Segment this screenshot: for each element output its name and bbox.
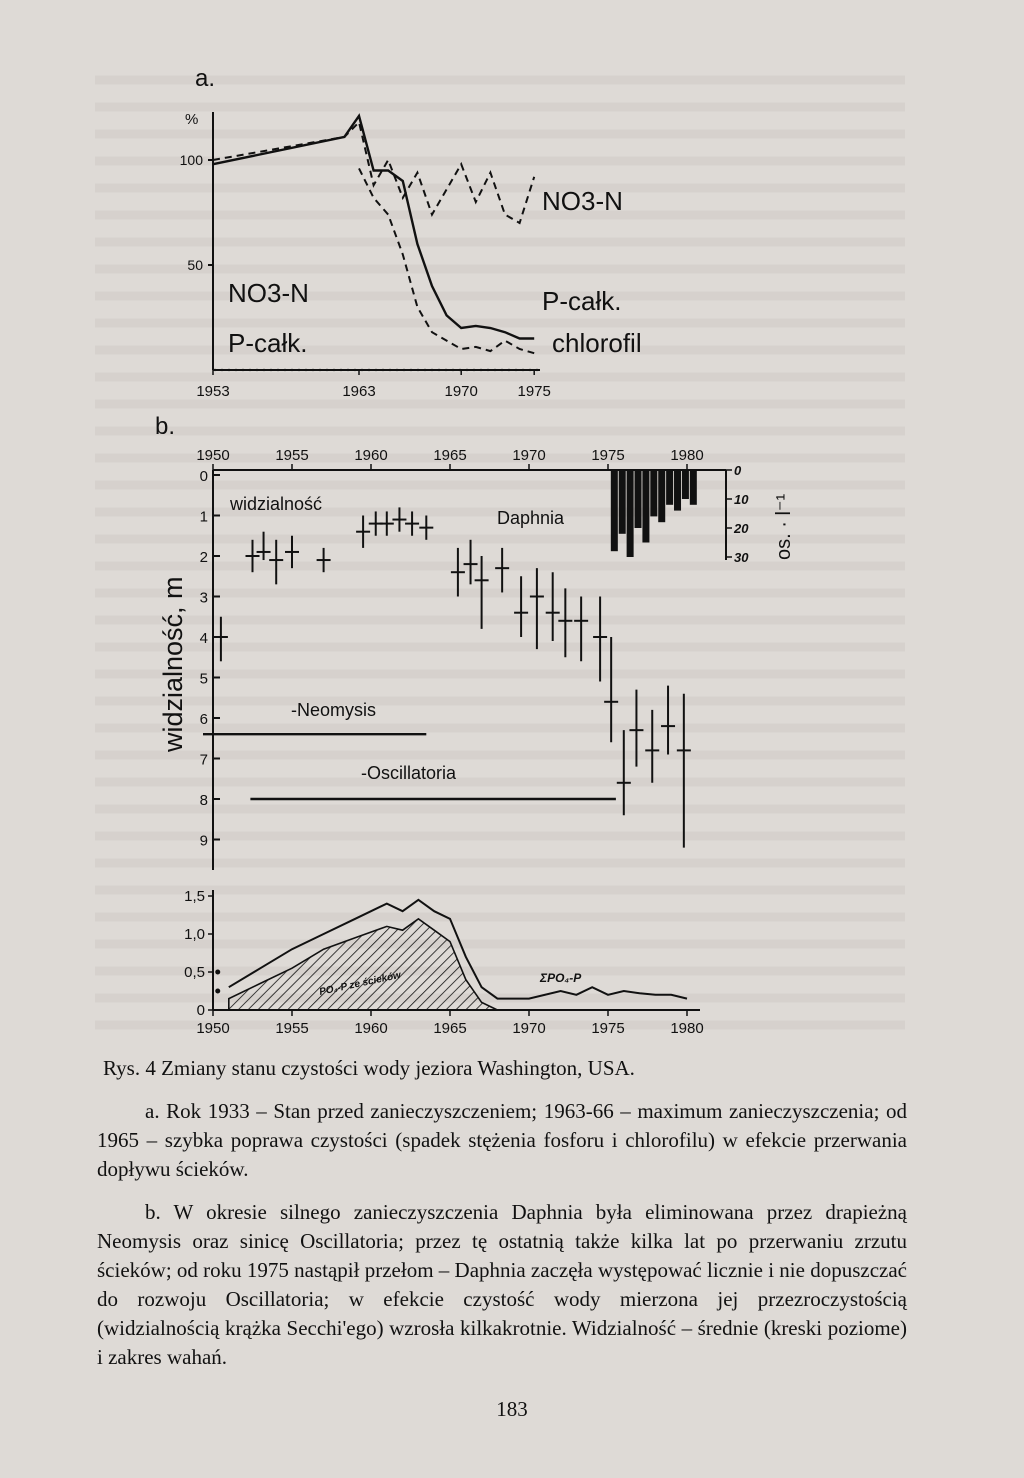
daphnia-axis-tick-label: 30 bbox=[734, 550, 749, 565]
panel-a-label-p-right: P-całk. bbox=[542, 286, 622, 316]
panel-a-axis-dot bbox=[529, 369, 531, 371]
panel-a-label-no3-left: NO3-N bbox=[228, 278, 309, 308]
panel-a bbox=[180, 65, 642, 400]
series-line-no3-n bbox=[213, 122, 534, 223]
panel-a-axis-dot bbox=[438, 369, 440, 371]
oscillatoria-annotation: -Oscillatoria bbox=[361, 763, 457, 783]
page-number: 183 bbox=[496, 1397, 528, 1421]
panel-b-x-tick-label: 1980 bbox=[670, 447, 704, 464]
panel-a-x-tick-label: 1970 bbox=[444, 383, 478, 400]
panel-b-x-tick-label: 1965 bbox=[433, 447, 467, 464]
panel-a-axis-dot bbox=[389, 369, 391, 371]
panel-a-axis-dot bbox=[347, 369, 349, 371]
panel-a-axis-dot bbox=[291, 369, 293, 371]
panel-a-axis-dot bbox=[403, 369, 405, 371]
panel-a-axis-dot bbox=[480, 369, 482, 371]
panel-a-label-no3-right: NO3-N bbox=[542, 186, 623, 216]
panel-b-y-tick-label: 7 bbox=[199, 751, 208, 769]
panel-a-x-tick-label: 1975 bbox=[517, 383, 551, 400]
panel-b-y-tick-label: 5 bbox=[199, 670, 208, 688]
panel-a-axis-dot bbox=[473, 369, 475, 371]
panel-b-x-tick-label: 1960 bbox=[354, 447, 388, 464]
panel-a-axis-dot bbox=[235, 369, 237, 371]
panel-b-y-tick-label: 8 bbox=[199, 792, 208, 809]
panel-b-y-label: widzialność, m bbox=[158, 576, 188, 752]
panel-a-label-p-left: P-całk. bbox=[228, 328, 308, 358]
neomysis-annotation: -Neomysis bbox=[291, 700, 377, 720]
panel-a-axis-dot bbox=[228, 369, 230, 371]
panel-c-x-tick-label: 1980 bbox=[670, 1020, 704, 1037]
panel-a-axis-dot bbox=[333, 369, 335, 371]
panel-a-axis-dot bbox=[319, 369, 321, 371]
panel-a-axis-dot bbox=[361, 369, 363, 371]
sewage-phosphorus-area bbox=[229, 919, 498, 1010]
panel-a-axis-dot bbox=[340, 369, 342, 371]
panel-a-axis-dot bbox=[522, 369, 524, 371]
panel-a-axis-dot bbox=[431, 369, 433, 371]
panel-a-axis-dot bbox=[354, 369, 356, 371]
panel-a-axis-dot bbox=[263, 369, 265, 371]
panel-c-y-tick-label: 0,5 bbox=[184, 964, 205, 981]
panel-a-y-unit: % bbox=[185, 111, 199, 128]
panel-a-axis-dot bbox=[375, 369, 377, 371]
panel-a-axis-dot bbox=[487, 369, 489, 371]
panel-a-axis-dot bbox=[277, 369, 279, 371]
panel-a-label-chlorofil: chlorofil bbox=[552, 328, 642, 358]
caption-paragraph-a: a. Rok 1933 – Stan przed zanieczyszczeniem; 1963-66 – maximum zanieczyszczenia; od 1965 – szybka poprawa czystości (spadek stężenia fosforu i chlorofilu) w efekcie przerwania dopływu ścieków. bbox=[97, 1099, 907, 1181]
panel-b-y-tick-label: 6 bbox=[199, 711, 208, 728]
panel-a-y-tick-label: 50 bbox=[187, 257, 203, 273]
panel-b bbox=[155, 413, 795, 870]
panel-a-axis-dot bbox=[312, 369, 314, 371]
panel-a-axis-dot bbox=[396, 369, 398, 371]
panel-b-y-tick-label: 4 bbox=[199, 630, 208, 647]
panel-a-axis-dot bbox=[466, 369, 468, 371]
daphnia-bar bbox=[642, 470, 649, 543]
panel-a-axis-dot bbox=[459, 369, 461, 371]
daphnia-bar bbox=[658, 470, 665, 522]
panel-a-axis-dot bbox=[445, 369, 447, 371]
panel-c-x-tick-label: 1965 bbox=[433, 1020, 467, 1037]
daphnia-bar bbox=[635, 470, 642, 528]
panel-a-axis-dot bbox=[368, 369, 370, 371]
panel-phosphorus bbox=[184, 888, 704, 1037]
panel-b-x-tick-label: 1975 bbox=[591, 447, 625, 464]
panel-a-axis-dot bbox=[221, 369, 223, 371]
panel-a-axis-dot bbox=[298, 369, 300, 371]
daphnia-bar bbox=[619, 470, 626, 534]
panel-a-axis-dot bbox=[515, 369, 517, 371]
panel-c-x-tick-label: 1950 bbox=[196, 1020, 230, 1037]
caption-title: Rys. 4 Zmiany stanu czystości wody jeziora Washington, USA. bbox=[103, 1056, 635, 1080]
daphnia-bar bbox=[627, 470, 634, 557]
daphnia-axis-tick-label: 0 bbox=[734, 463, 742, 478]
daphnia-axis-tick-label: 10 bbox=[734, 492, 749, 507]
panel-c-y-tick-label: 0 bbox=[196, 1002, 205, 1019]
daphnia-bar bbox=[666, 470, 673, 505]
visibility-annotation: widzialność bbox=[230, 494, 323, 514]
panel-a-axis-dot bbox=[326, 369, 328, 371]
daphnia-bar bbox=[674, 470, 681, 511]
panel-a-axis-dot bbox=[214, 369, 216, 371]
panel-c-y-tick-label: 1,5 bbox=[184, 888, 205, 905]
panel-b-label: b. bbox=[155, 413, 176, 440]
panel-a-axis-dot bbox=[424, 369, 426, 371]
panel-a-y-tick-label: 100 bbox=[179, 152, 203, 168]
panel-a-axis-dot bbox=[305, 369, 307, 371]
panel-b-y-tick-label: 9 bbox=[199, 832, 208, 850]
panel-b-x-tick-label: 1970 bbox=[512, 447, 546, 464]
daphnia-bar bbox=[650, 470, 657, 516]
panel-a-axis-dot bbox=[270, 369, 272, 371]
panel-b-y-tick-label: 2 bbox=[199, 549, 208, 566]
daphnia-bar bbox=[682, 470, 689, 499]
panel-a-axis-dot bbox=[508, 369, 510, 371]
panel-a-axis-dot bbox=[536, 369, 538, 371]
panel-a-axis-dot bbox=[284, 369, 286, 371]
daphnia-annotation: Daphnia bbox=[497, 508, 565, 528]
panel-a-axis-dot bbox=[249, 369, 251, 371]
panel-a-label: a. bbox=[195, 65, 216, 92]
panel-b-x-tick-label: 1950 bbox=[196, 447, 230, 464]
panel-c-x-tick-label: 1960 bbox=[354, 1020, 388, 1037]
caption-paragraph-b: b. W okresie silnego zanieczyszczenia Daphnia była eliminowana przez drapieżną Neomysis oraz sinicę Oscillatoria; przez tę ostatnią także kilka lat po przerwaniu zrzutu ścieków; od roku 1975 nastąpił przełom – Daphnia zaczęła występować licznie i nie dopuszczać do rozwoju Oscillatoria; w efekcie czystość wody mierzona jej przezroczystością (widzialnością krążka Secchi'ego) wzrosła kilkakrotnie. Widzialność – średnie (kreski poziome) i zakres wahań. bbox=[97, 1200, 907, 1369]
daphnia-bar bbox=[690, 470, 697, 505]
panel-b-y-tick-label: 0 bbox=[199, 468, 208, 485]
daphnia-axis-tick-label: 20 bbox=[734, 521, 749, 536]
phosphorus-sewage-annotation: PO₄-P ze ścieków bbox=[318, 969, 402, 998]
phosphorus-point bbox=[215, 970, 220, 975]
panel-a-axis-dot bbox=[382, 369, 384, 371]
panel-a-x-tick-label: 1963 bbox=[342, 383, 376, 400]
daphnia-bar bbox=[611, 470, 618, 551]
panel-a-axis-dot bbox=[242, 369, 244, 371]
panel-b-x-tick-label: 1955 bbox=[275, 447, 309, 464]
panel-a-axis-dot bbox=[501, 369, 503, 371]
panel-a-axis-dot bbox=[452, 369, 454, 371]
panel-a-axis-dot bbox=[410, 369, 412, 371]
panel-b-y-tick-label: 3 bbox=[199, 589, 208, 607]
series-line-chlorofil bbox=[359, 168, 534, 353]
panel-c-x-tick-label: 1975 bbox=[591, 1020, 625, 1037]
panel-a-axis-dot bbox=[417, 369, 419, 371]
phosphorus-point bbox=[215, 989, 220, 994]
panel-a-x-tick-label: 1953 bbox=[196, 383, 230, 400]
panel-c-x-tick-label: 1970 bbox=[512, 1020, 546, 1037]
panel-b-y-tick-label: 1 bbox=[199, 508, 208, 526]
phosphorus-total-annotation: ΣPO₄-P bbox=[540, 971, 582, 985]
figure-caption bbox=[97, 1054, 907, 1372]
daphnia-axis-label: os. · l⁻¹ bbox=[773, 493, 795, 560]
panel-a-axis-dot bbox=[494, 369, 496, 371]
panel-c-x-tick-label: 1955 bbox=[275, 1020, 309, 1037]
panel-c-y-tick-label: 1,0 bbox=[184, 926, 205, 943]
panel-a-axis-dot bbox=[256, 369, 258, 371]
